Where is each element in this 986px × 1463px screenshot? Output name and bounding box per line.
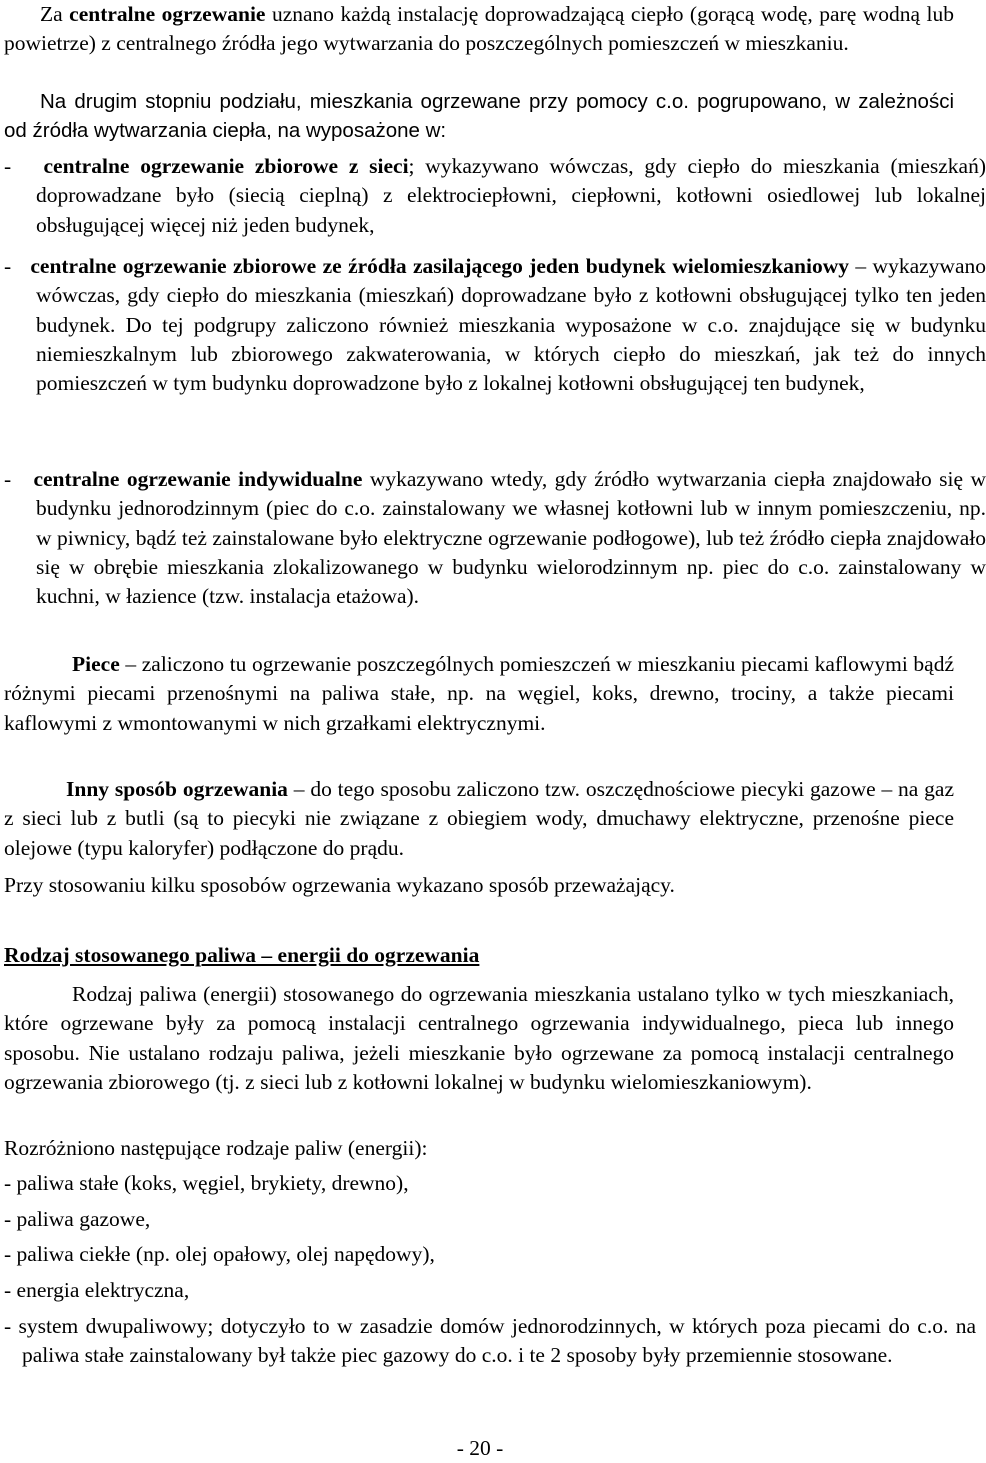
paragraph-central-heating-definition: Za centralne ogrzewanie uznano każdą instalację doprowadzającą ciepło (gorącą wodę, parę wodną lub powietrze) z centralnego źródła jego wytwarzania do poszczególnych pomieszczeń w mieszkaniu.	[4, 2, 954, 56]
paragraph-inny-sposob: Inny sposób ogrzewania – do tego sposobu zaliczono tzw. oszczędnościowe piecyki gazowe – na gaz z sieci lub z butli (są to piecyki nie związane z obiegiem wody, dmuchawy elektryczne, przenośne piece olejowe (typu kaloryfer) podłączone do prądu.	[4, 777, 955, 860]
term-centralne-ogrzewanie: centralne ogrzewanie	[69, 2, 266, 26]
list-item: - energia elektryczna,	[4, 1278, 190, 1302]
section-heading: Rodzaj stosowanego paliwa – energii do ogrzewania	[4, 943, 480, 967]
paragraph-piece: Piece – zaliczono tu ogrzewanie poszczególnych pomieszczeń w mieszkaniu piecami kaflowymi bądź różnymi piecami przenośnymi na paliwa stałe, np. na węgiel, koks, drewno, trociny, a także piecami kaflowymi z wmontowanymi w nich grzałkami elektrycznymi.	[4, 652, 954, 735]
list-item: - paliwa ciekłe (np. olej opałowy, olej napędowy),	[4, 1242, 435, 1266]
paragraph-rozrozniono: Rozróżniono następujące rodzaje paliw (energii):	[4, 1136, 428, 1160]
list-item: - paliwa gazowe,	[4, 1207, 151, 1231]
list-item: - centralne ogrzewanie zbiorowe z sieci; wykazywano wówczas, gdy ciepło do mieszkania (mieszkań) doprowadzane było (siecią cieplną) z elektrociepłowni, ciepłowni, kotłowni osiedlowej lub lokalnej obsługującej więcej niż jeden budynek,	[4, 154, 986, 237]
paragraph-kilka-sposobow: Przy stosowaniu kilku sposobów ogrzewania wykazano sposób przeważający.	[4, 873, 675, 897]
list-item: - centralne ogrzewanie indywidualne wykazywano wtedy, gdy źródło wytwarzania ciepła znajdowało się w budynku jednorodzinnym (piec do c.o. zainstalowany we własnej kotłowni lub w innym pomieszczeniu, np. w piwnicy, bądź też zainstalowane było elektryczne ogrzewanie podłogowe), lub też źródło ciepła znajdowało się w obrębie mieszkania zlokalizowanego w budynku wielorodzinnym np. piec do c.o. zainstalowany w kuchni, w łazience (tzw. instalacja etażowa).	[4, 467, 986, 609]
list-item: - system dwupaliwowy; dotyczyło to w zasadzie domów jednorodzinnych, w których poza piecami do c.o. na paliwa stałe zainstalowany był także piec gazowy do c.o. i te 2 sposoby były przemiennie stosowane.	[4, 1314, 976, 1368]
paragraph-rodzaj-paliwa: Rodzaj paliwa (energii) stosowanego do ogrzewania mieszkania ustalano tylko w tych mieszkaniach, które ogrzewane były za pomocą instalacji centralnego ogrzewania indywidualnego, pieca lub innego sposobu. Nie ustalano rodzaju paliwa, jeżeli mieszkanie było ogrzewane za pomocą instalacji centralnego ogrzewania zbiorowego (tj. z sieci lub z kotłowni lokalnej w budynku wielomieszkaniowym).	[4, 982, 954, 1094]
list-item: - paliwa stałe (koks, węgiel, brykiety, drewno),	[4, 1171, 409, 1195]
paragraph-second-level: Na drugim stopniu podziału, mieszkania ogrzewane przy pomocy c.o. pogrupowano, w zależności od źródła wytwarzania ciepła, na wyposażone w:	[4, 90, 954, 143]
page-number: - 20 -	[456, 1436, 504, 1460]
list-item: - centralne ogrzewanie zbiorowe ze źródła zasilającego jeden budynek wielomieszkaniowy – wykazywano wówczas, gdy ciepło do mieszkania (mieszkań) doprowadzane było z kotłowni obsługującej tylko ten jeden budynek. Do tej podgrupy zaliczono również mieszkania wyposażone w c.o. znajdujące się w budynku niemieszkalnym lub zbiorowego zakwaterowania, w których ciepło do mieszkań, jak też do innych pomieszczeń w tym budynku doprowadzone było z lokalnej kotłowni obsługującej ten budynek,	[4, 254, 986, 396]
